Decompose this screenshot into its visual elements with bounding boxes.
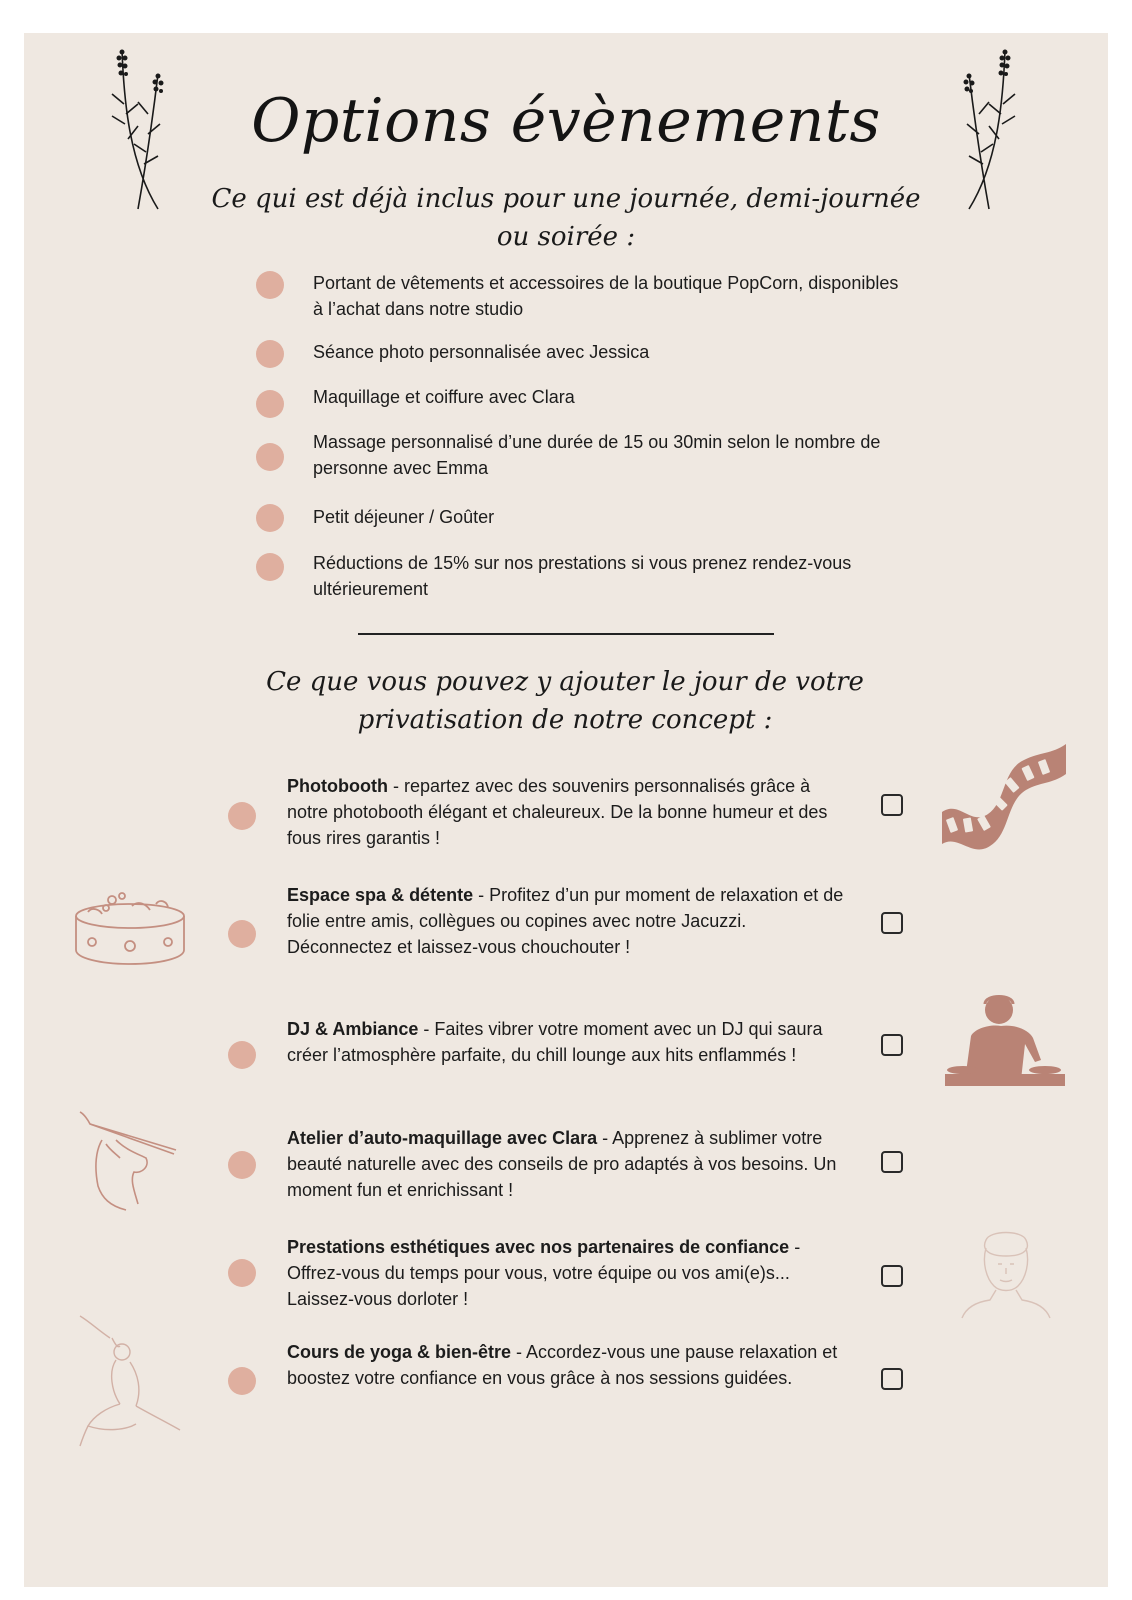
bullet-dot bbox=[228, 1041, 256, 1069]
bullet-dot bbox=[256, 443, 284, 471]
option-title: Photobooth bbox=[287, 776, 388, 796]
photobooth-checkbox[interactable] bbox=[881, 794, 903, 816]
makeup-checkbox[interactable] bbox=[881, 1151, 903, 1173]
included-heading: Ce qui est déjà inclus pour une journée, demi-journée ou soirée : bbox=[211, 184, 921, 252]
dj-icon bbox=[945, 990, 1065, 1090]
bullet-dot bbox=[228, 1367, 256, 1395]
option-description: - Profitez d’un pur moment de relaxation et de folie entre amis, collègues ou copines avec notre Jacuzzi. Déconnectez et laissez-vous chouchouter ! bbox=[287, 885, 844, 957]
option-description: - repartez avec des souvenirs personnalisés grâce à notre photobooth élégant et chaleureux. De la bonne humeur et des fous rires garantis ! bbox=[287, 776, 828, 848]
dj-checkbox[interactable] bbox=[881, 1034, 903, 1056]
bullet-dot bbox=[256, 553, 284, 581]
option-description: - Apprenez à sublimer votre beauté naturelle avec des conseils de pro adaptés à vos besoins. Un moment fun et enrichissant ! bbox=[287, 1128, 837, 1200]
options-heading: Ce que vous pouvez y ajouter le jour de votre privatisation de notre concept : bbox=[266, 667, 864, 735]
option-description: - Accordez-vous une pause relaxation et boostez votre confiance en vous grâce à nos sessions guidées. bbox=[287, 1342, 838, 1388]
option-esthetic bbox=[287, 1234, 847, 1312]
bullet-dot bbox=[228, 920, 256, 948]
bullet-dot bbox=[256, 390, 284, 418]
option-yoga bbox=[287, 1339, 847, 1391]
bullet-dot bbox=[256, 340, 284, 368]
option-title: Espace spa & détente bbox=[287, 885, 474, 905]
bullet-dot bbox=[256, 504, 284, 532]
option-description: - Faites vibrer votre moment avec un DJ qui saura créer l’atmosphère parfaite, du chill lounge aux hits enflammés ! bbox=[287, 1019, 823, 1065]
option-title: Atelier d’auto-maquillage avec Clara bbox=[287, 1128, 598, 1148]
bullet-dot bbox=[228, 802, 256, 830]
option-title: Cours de yoga & bien-être bbox=[287, 1342, 512, 1362]
makeup-brush-hand-icon bbox=[76, 1110, 180, 1214]
esthetic-checkbox[interactable] bbox=[881, 1265, 903, 1287]
jacuzzi-icon bbox=[72, 892, 188, 968]
included-item: Petit déjeuner / Goûter bbox=[313, 507, 495, 527]
included-item: Séance photo personnalisée avec Jessica bbox=[313, 342, 650, 362]
spa-checkbox[interactable] bbox=[881, 912, 903, 934]
bullet-dot bbox=[256, 271, 284, 299]
section-divider bbox=[358, 633, 774, 635]
option-dj bbox=[287, 1016, 847, 1068]
included-item: Portant de vêtements et accessoires de la boutique PopCorn, disponibles à l’achat dans notre studio bbox=[313, 273, 899, 319]
option-title: Prestations esthétiques avec nos partenaires de confiance bbox=[287, 1237, 790, 1257]
included-item: Maquillage et coiffure avec Clara bbox=[313, 387, 575, 407]
option-description: - Offrez-vous du temps pour vous, votre équipe ou vos ami(e)s... Laissez-vous dorloter ! bbox=[287, 1237, 801, 1309]
included-item: Massage personnalisé d’une durée de 15 ou 30min selon le nombre de personne avec Emma bbox=[313, 432, 881, 478]
option-spa bbox=[287, 882, 847, 960]
bullet-dot bbox=[228, 1259, 256, 1287]
option-title: DJ & Ambiance bbox=[287, 1019, 419, 1039]
included-item: Réductions de 15% sur nos prestations si vous prenez rendez-vous ultérieurement bbox=[313, 553, 852, 599]
face-mask-woman-icon bbox=[960, 1228, 1052, 1318]
film-strip-icon bbox=[940, 730, 1070, 858]
yoga-checkbox[interactable] bbox=[881, 1368, 903, 1390]
yoga-woman-icon bbox=[76, 1312, 188, 1448]
option-photobooth bbox=[287, 773, 847, 851]
page-title: Options évènements bbox=[251, 86, 881, 156]
bullet-dot bbox=[228, 1151, 256, 1179]
option-makeup bbox=[287, 1125, 847, 1203]
